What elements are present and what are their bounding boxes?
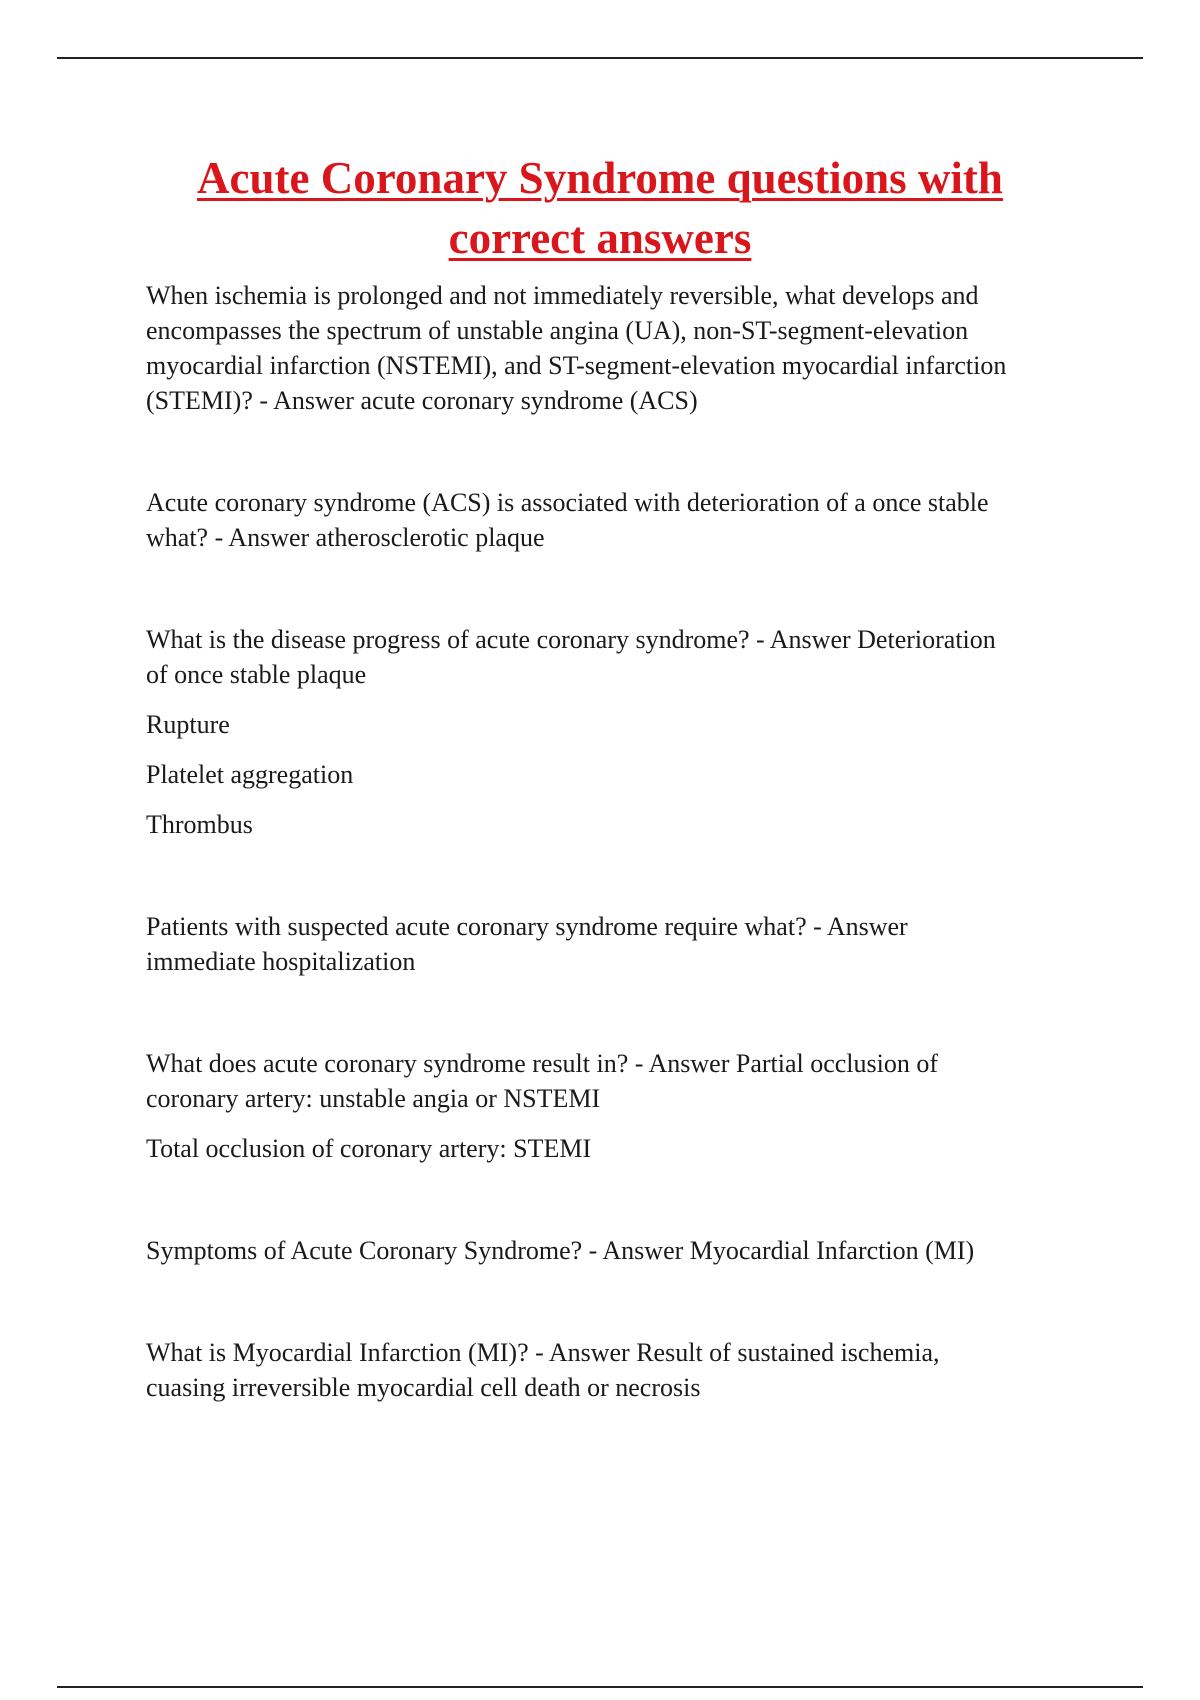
qa-line: what? - Answer atherosclerotic plaque	[146, 523, 545, 552]
qa-item-3	[146, 622, 1096, 842]
title-line-2: correct answers	[448, 213, 752, 263]
qa-line: (STEMI)? - Answer acute coronary syndrome (ACS)	[146, 386, 698, 415]
qa-item-2	[146, 485, 1096, 555]
qa-line: myocardial infarction (NSTEMI), and ST-segment-elevation myocardial infarction	[146, 351, 1007, 380]
qa-line: What is Myocardial Infarction (MI)? - Answer Result of sustained ischemia,	[146, 1338, 940, 1367]
qa-line: Acute coronary syndrome (ACS) is associated with deterioration of a once stable	[146, 488, 989, 517]
qa-line: Symptoms of Acute Coronary Syndrome? - Answer Myocardial Infarction (MI)	[146, 1236, 975, 1265]
bottom-divider	[57, 1686, 1143, 1688]
qa-line: of once stable plaque	[146, 660, 367, 689]
qa-item-5	[146, 1046, 1096, 1166]
qa-line: What does acute coronary syndrome result in? - Answer Partial occlusion of	[146, 1049, 939, 1078]
qa-subline: Thrombus	[146, 810, 253, 839]
qa-line: When ischemia is prolonged and not immediately reversible, what develops and	[146, 281, 979, 310]
qa-line: immediate hospitalization	[146, 947, 416, 976]
top-divider	[57, 57, 1143, 59]
qa-line: Patients with suspected acute coronary syndrome require what? - Answer	[146, 912, 908, 941]
qa-line: encompasses the spectrum of unstable angina (UA), non-ST-segment-elevation	[146, 316, 969, 345]
qa-item-1	[146, 278, 1096, 418]
qa-subline: Rupture	[146, 710, 230, 739]
qa-subline: Total occlusion of coronary artery: STEMI	[146, 1134, 592, 1163]
title-line-1: Acute Coronary Syndrome questions with	[197, 153, 1003, 203]
qa-subline: Platelet aggregation	[146, 760, 354, 789]
document-title	[100, 148, 1100, 268]
qa-line: What is the disease progress of acute coronary syndrome? - Answer Deterioration	[146, 625, 996, 654]
qa-line: coronary artery: unstable angia or NSTEMI	[146, 1084, 601, 1113]
qa-item-4	[146, 909, 1096, 979]
qa-item-6	[146, 1233, 1096, 1268]
qa-line: cuasing irreversible myocardial cell death or necrosis	[146, 1373, 701, 1402]
qa-list	[146, 278, 1096, 1405]
qa-item-7	[146, 1335, 1096, 1405]
